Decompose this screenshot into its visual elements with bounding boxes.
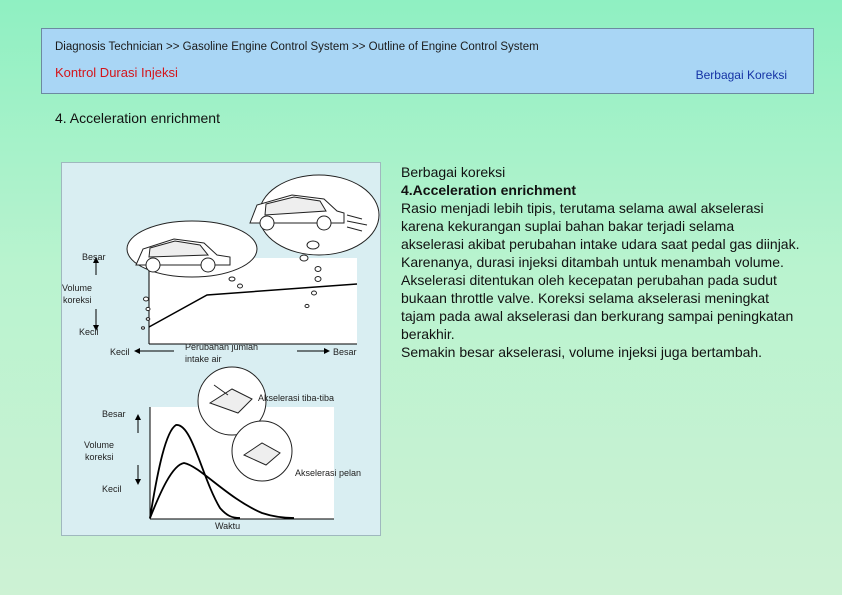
header-bar [41,28,814,94]
top-y-high: Besar [82,252,106,262]
top-y-label-2: koreksi [63,295,92,305]
page-title: Kontrol Durasi Injeksi [55,65,178,80]
acceleration-figure [61,162,381,536]
bottom-y-label-2: koreksi [85,452,114,462]
curve-sudden-label: Akselerasi tiba-tiba [258,393,335,403]
text-paragraph-1: Rasio menjadi lebih tipis, terutama selama awal akselerasi karena kekurangan suplai bahan bakar terjadi selama akselerasi akibat perubahan intake udara saat pedal gas diinjak. [401,200,800,252]
text-subheading: 4.Acceleration enrichment [401,182,577,198]
bottom-y-low: Kecil [102,484,122,494]
top-y-low: Kecil [79,327,99,337]
top-x-high: Besar [333,347,357,357]
top-x-label-2: intake air [185,354,222,364]
top-x-low: Kecil [110,347,130,357]
text-paragraph-2: Karenanya, durasi injeksi ditambah untuk menambah volume. Akselerasi ditentukan oleh kecepatan perubahan pada sudut bukaan throttle valve. Koreksi selama akselerasi meningkat tajam pada awal akselerasi dan berkurang sampai peningkatan berakhir. [401,254,794,342]
bottom-y-label-1: Volume [84,440,115,450]
breadcrumb: Diagnosis Technician >> Gasoline Engine Control System >> Outline of Engine Control System [55,41,539,53]
curve-slow-label: Akselerasi pelan [295,468,362,478]
text-heading: Berbagai koreksi [401,164,506,180]
section-title: 4. Acceleration enrichment [55,110,220,126]
explanation-text [401,163,801,361]
bottom-x-label: Waktu [215,521,241,531]
bottom-y-high: Besar [102,409,126,419]
top-x-label-1: Perubahan jumlah [185,342,259,352]
text-paragraph-3: Semakin besar akselerasi, volume injeksi juga bertambah. [401,344,763,360]
top-y-label-1: Volume [62,283,93,293]
section-label: Berbagai Koreksi [695,68,787,82]
